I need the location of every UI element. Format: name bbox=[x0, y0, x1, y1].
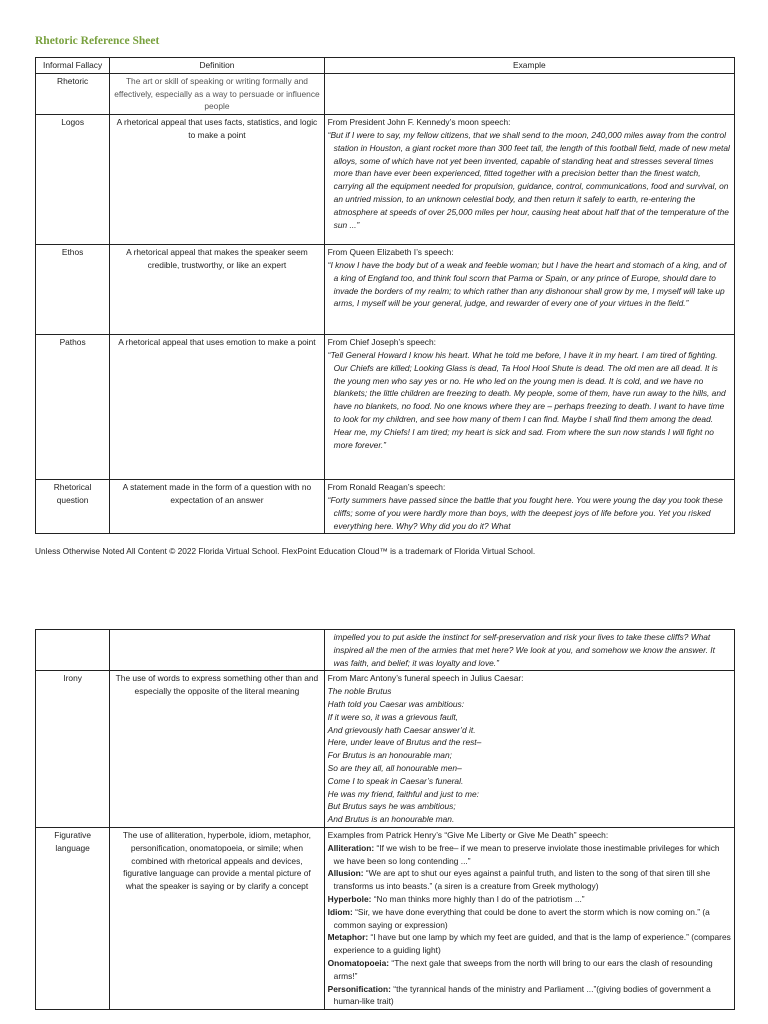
device-label: Allusion: bbox=[327, 868, 364, 879]
device-example bbox=[328, 867, 731, 893]
verse-line: For Brutus is an honourable man; bbox=[327, 750, 452, 761]
device-example bbox=[328, 983, 731, 1009]
term-cell: Logos bbox=[36, 115, 110, 245]
device-label: Metaphor: bbox=[327, 932, 369, 943]
term-cell: Rhetorical question bbox=[36, 480, 110, 534]
table-row-pathos bbox=[36, 335, 735, 480]
verse-line: Hath told you Caesar was ambitious: bbox=[327, 698, 465, 709]
verse-line: And Brutus is an honourable man. bbox=[327, 814, 455, 825]
example-cell bbox=[324, 827, 734, 1009]
reference-table-page-2 bbox=[35, 629, 735, 1010]
verse-line: If it were so, it was a grievous fault, bbox=[327, 711, 458, 722]
device-example bbox=[328, 931, 731, 957]
copyright-footer: Unless Otherwise Noted All Content © 2022 Florida Virtual School. FlexPoint Education Cloud™ is a trademark of Florida Virtual School. bbox=[35, 546, 536, 556]
continued-quote: impelled you to put aside the instinct for self-preservation and risk your lives to take these cliffs? What inspired all the men of the armies that met here? We look at you, and somehow we know the answer. It was faith, and belief; it was loyalty and love.” bbox=[333, 632, 715, 668]
definition-cell bbox=[110, 630, 324, 671]
verse-line: Here, under leave of Brutus and the rest– bbox=[327, 737, 482, 748]
example-cell bbox=[324, 245, 734, 335]
device-text: “Sir, we have done everything that could be done to avert the storm which is now coming on.” (a common saying or expression) bbox=[333, 906, 710, 930]
device-label: Idiom: bbox=[327, 906, 353, 917]
device-example bbox=[328, 842, 731, 868]
header-example: Example bbox=[324, 58, 734, 74]
device-example bbox=[328, 906, 731, 932]
verse-line: And grievously hath Caesar answer’d it. bbox=[327, 724, 476, 735]
page-title: Rhetoric Reference Sheet bbox=[35, 35, 160, 47]
device-example bbox=[328, 893, 731, 906]
table-row-ethos bbox=[36, 245, 735, 335]
term-cell: Pathos bbox=[36, 335, 110, 480]
table-row-rhetoric bbox=[36, 73, 735, 114]
example-quote: “Forty summers have passed since the battle that you fought here. You were young the day you took these cliffs; some of you were hardly more than boys, with the deepest joys of life before you. Yet you risked everything here. Why? Why did you do it? What bbox=[327, 494, 723, 531]
definition-cell: A statement made in the form of a question with no expectation of an answer bbox=[110, 480, 324, 534]
example-source: From Marc Antony’s funeral speech in Julius Caesar: bbox=[327, 673, 524, 684]
table-row-rhetorical-question bbox=[36, 480, 735, 534]
device-text: “If we wish to be free– if we mean to preserve inviolate those inestimable privileges for which we have been so long contending ...” bbox=[333, 842, 720, 866]
example-source: Examples from Patrick Henry’s “Give Me Liberty or Give Me Death” speech: bbox=[327, 829, 609, 840]
table-row-continued bbox=[36, 630, 735, 671]
verse-line: Come I to speak in Caesar’s funeral. bbox=[327, 775, 464, 786]
device-label: Hyperbole: bbox=[327, 893, 372, 904]
device-text: “We are apt to shut our eyes against a painful truth, and listen to the song of that siren till she transforms us into beasts.” (a siren is a creature from Greek mythology) bbox=[333, 868, 711, 892]
device-text: “I have but one lamp by which my feet are guided, and that is the lamp of experience.” (compares experience to a guiding light) bbox=[333, 932, 731, 956]
example-cell bbox=[324, 671, 734, 828]
header-definition: Definition bbox=[110, 58, 324, 74]
term-cell: Rhetoric bbox=[36, 73, 110, 114]
reference-table-page-1 bbox=[35, 57, 735, 534]
device-text: “the tyrannical hands of the ministry and Parliament ...”(giving bodies of government a human-like trait) bbox=[333, 983, 711, 1007]
device-text: “No man thinks more highly than I do of the patriotism ...” bbox=[371, 893, 585, 904]
definition-cell: The use of words to express something other than and especially the opposite of the literal meaning bbox=[110, 671, 324, 828]
table-row-figurative-language bbox=[36, 827, 735, 1009]
device-label: Personification: bbox=[327, 983, 391, 994]
example-source: From Queen Elizabeth I’s speech: bbox=[327, 247, 454, 258]
device-label: Alliteration: bbox=[327, 842, 375, 853]
term-cell: Ethos bbox=[36, 245, 110, 335]
header-informal-fallacy: Informal Fallacy bbox=[36, 58, 110, 74]
example-cell bbox=[324, 335, 734, 480]
definition-cell: A rhetorical appeal that makes the speaker seem credible, trustworthy, or like an expert bbox=[110, 245, 324, 335]
example-quote: “But if I were to say, my fellow citizens, that we shall send to the moon, 240,000 miles away from the control station in Houston, a giant rocket more than 300 feet tall, the length of this football field, made of new metal alloys, some of which have not yet been invented, capable of standing heat and stresses several times more than have ever been experienced, fitted together with a precision better than the finest watch, carrying all the equipment needed for propulsion, guidance, control, communications, food and survival, on an untried mission, to an unknown celestial body, and then return it safely to earth, re-entering the atmosphere at speeds of over 25,000 miles per hour, causing heat about half that of the temperature of the sun ...” bbox=[327, 129, 730, 230]
device-text: “The next gale that sweeps from the north will bring to our ears the clash of resounding arms!” bbox=[333, 957, 713, 981]
example-cell bbox=[324, 115, 734, 245]
verse-line: He was my friend, faithful and just to me: bbox=[327, 788, 479, 799]
example-quote: “I know I have the body but of a weak and feeble woman; but I have the heart and stomach of a king, and of a king of England too, and think foul scorn that Parma or Spain, or any prince of Europe, should dare to invade the borders of my realm; to which rather than any dishonour shall grow by me, I myself will take up arms, I myself will be your general, judge, and rewarder of every one of your virtues in the field.” bbox=[327, 259, 727, 309]
example-source: From Chief Joseph’s speech: bbox=[327, 337, 436, 348]
verse-line: So are they all, all honourable men– bbox=[327, 762, 462, 773]
definition-cell: A rhetorical appeal that uses facts, statistics, and logic to make a point bbox=[110, 115, 324, 245]
device-label: Onomatopoeia: bbox=[327, 957, 390, 968]
example-source: From Ronald Reagan’s speech: bbox=[327, 482, 446, 493]
term-cell: Irony bbox=[36, 671, 110, 828]
term-cell: Figurative language bbox=[36, 827, 110, 1009]
example-cell bbox=[324, 480, 734, 534]
table-row-logos bbox=[36, 115, 735, 245]
term-cell bbox=[36, 630, 110, 671]
definition-cell: The use of alliteration, hyperbole, idiom, metaphor, personification, onomatopoeia, or simile; when combined with rhetorical appeals and devices, figurative language can provide a mental picture of what the speaker is saying or by clarify a concept bbox=[110, 827, 324, 1009]
verse-line: The noble Brutus bbox=[327, 686, 392, 697]
verse-line: But Brutus says he was ambitious; bbox=[327, 801, 456, 812]
definition-cell: The art or skill of speaking or writing formally and effectively, especially as a way to persuade or influence people bbox=[110, 73, 324, 114]
device-example bbox=[328, 957, 731, 983]
example-cell bbox=[324, 73, 734, 114]
example-quote: “Tell General Howard I know his heart. What he told me before, I have it in my heart. I am tired of fighting. Our Chiefs are killed; Looking Glass is dead, Ta Hool Hool Shute is dead. The old men are all dead. It is the young men who say yes or no. He who led on the young men is dead. It is cold, and we have no blankets; the little children are freezing to death. My people, some of them, have run away to the hills, and have no blankets, no food. No one knows where they are – perhaps freezing to death. I want to have time to look for my children, and see how many of them I can find. Maybe I shall find them among the dead. Hear me, my Chiefs! I am tired; my heart is sick and sad. From where the sun now stands I will fight no more forever.” bbox=[327, 349, 726, 450]
definition-cell: A rhetorical appeal that uses emotion to make a point bbox=[110, 335, 324, 480]
example-cell bbox=[324, 630, 734, 671]
example-source: From President John F. Kennedy’s moon speech: bbox=[327, 117, 511, 128]
table-row-irony bbox=[36, 671, 735, 828]
table-header-row bbox=[36, 58, 735, 74]
